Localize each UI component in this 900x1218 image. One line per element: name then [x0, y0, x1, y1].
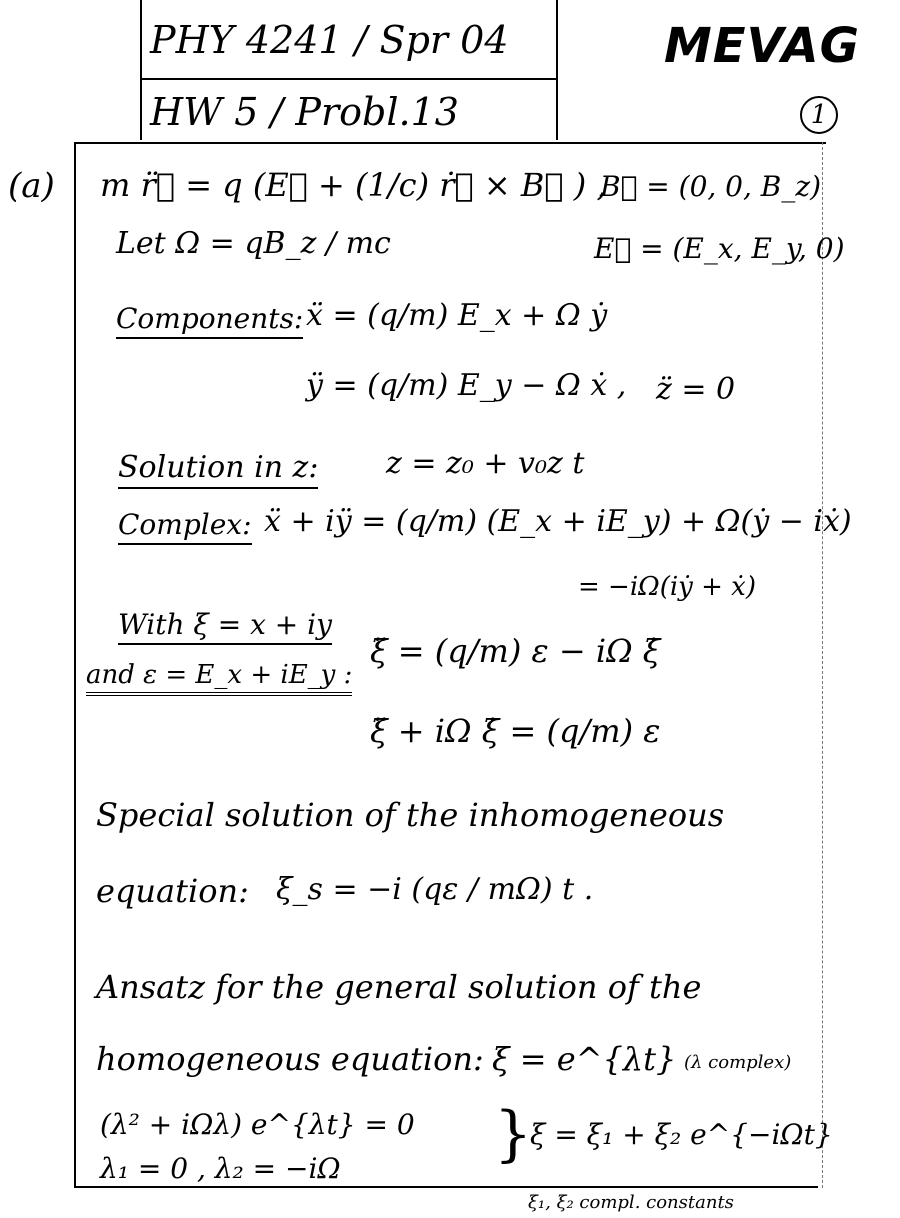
- special-solution-text-2: equation:: [96, 872, 249, 910]
- equation-of-motion: m r̈⃗ = q (E⃗ + (1/c) ṙ⃗ × B⃗ ) ,: [100, 166, 607, 204]
- complex-label: Complex:: [118, 508, 252, 541]
- right-brace: }: [494, 1099, 533, 1169]
- complex-brace-result: = −iΩ(iẏ + ẋ): [578, 572, 756, 602]
- and-epsilon-label: and ε = E_x + iE_y :: [86, 660, 352, 690]
- ansatz-note: (λ complex): [684, 1052, 792, 1073]
- component-x-equation: ẍ = (q/m) E_x + Ω ẏ: [306, 298, 608, 333]
- omega-definition: Let Ω = qB_z / mc: [116, 226, 391, 261]
- special-solution-equation: ξ_s = −i (qε / mΩ) t .: [276, 872, 594, 907]
- component-y-equation: ÿ = (q/m) E_y − Ω ẋ ,: [306, 368, 627, 403]
- part-label: (a): [8, 166, 55, 206]
- assignment-id: HW 5 / Probl.13: [150, 90, 459, 134]
- header-box-divider: [140, 78, 558, 80]
- b-field-definition: B⃗ = (0, 0, B_z): [600, 170, 822, 203]
- frame-top: [74, 142, 826, 144]
- characteristic-roots: λ₁ = 0 , λ₂ = −iΩ: [100, 1152, 341, 1185]
- ansatz-text-2: homogeneous equation:: [96, 1040, 484, 1078]
- e-field-definition: E⃗ = (E_x, E_y, 0): [594, 232, 845, 265]
- header-box-right: [556, 0, 558, 140]
- solution-z-equation: z = z₀ + v₀z t: [386, 446, 585, 481]
- ansatz-equation: ξ = e^{λt}: [492, 1040, 677, 1078]
- special-solution-text-1: Special solution of the inhomogeneous: [96, 796, 725, 834]
- xi-equation-1: ξ̈ = (q/m) ε − iΩ ξ̇: [370, 632, 661, 670]
- course-code: PHY 4241 / Spr 04: [150, 18, 509, 62]
- complex-equation: ẍ + iÿ = (q/m) (E_x + iE_y) + Ω(ẏ − iẋ): [264, 504, 852, 539]
- brand-logo: MEVAG: [664, 18, 860, 74]
- constants-note: ξ₁, ξ₂ compl. constants: [528, 1192, 734, 1213]
- general-solution: ξ = ξ₁ + ξ₂ e^{−iΩt}: [530, 1118, 833, 1151]
- characteristic-equation: (λ² + iΩλ) e^{λt} = 0: [100, 1108, 415, 1141]
- frame-right: [822, 142, 823, 1188]
- with-xi-label: With ξ = x + iy: [118, 608, 332, 641]
- page-number: 1: [800, 96, 838, 134]
- component-z-equation: z̈ = 0: [656, 372, 736, 407]
- frame-left: [74, 142, 76, 1188]
- xi-equation-2: ξ̈ + iΩ ξ̇ = (q/m) ε: [370, 712, 661, 750]
- solution-z-label: Solution in z:: [118, 450, 318, 485]
- components-label: Components:: [116, 302, 303, 335]
- ansatz-text-1: Ansatz for the general solution of the: [96, 968, 702, 1006]
- frame-bottom: [74, 1186, 818, 1188]
- header-box-left: [140, 0, 142, 140]
